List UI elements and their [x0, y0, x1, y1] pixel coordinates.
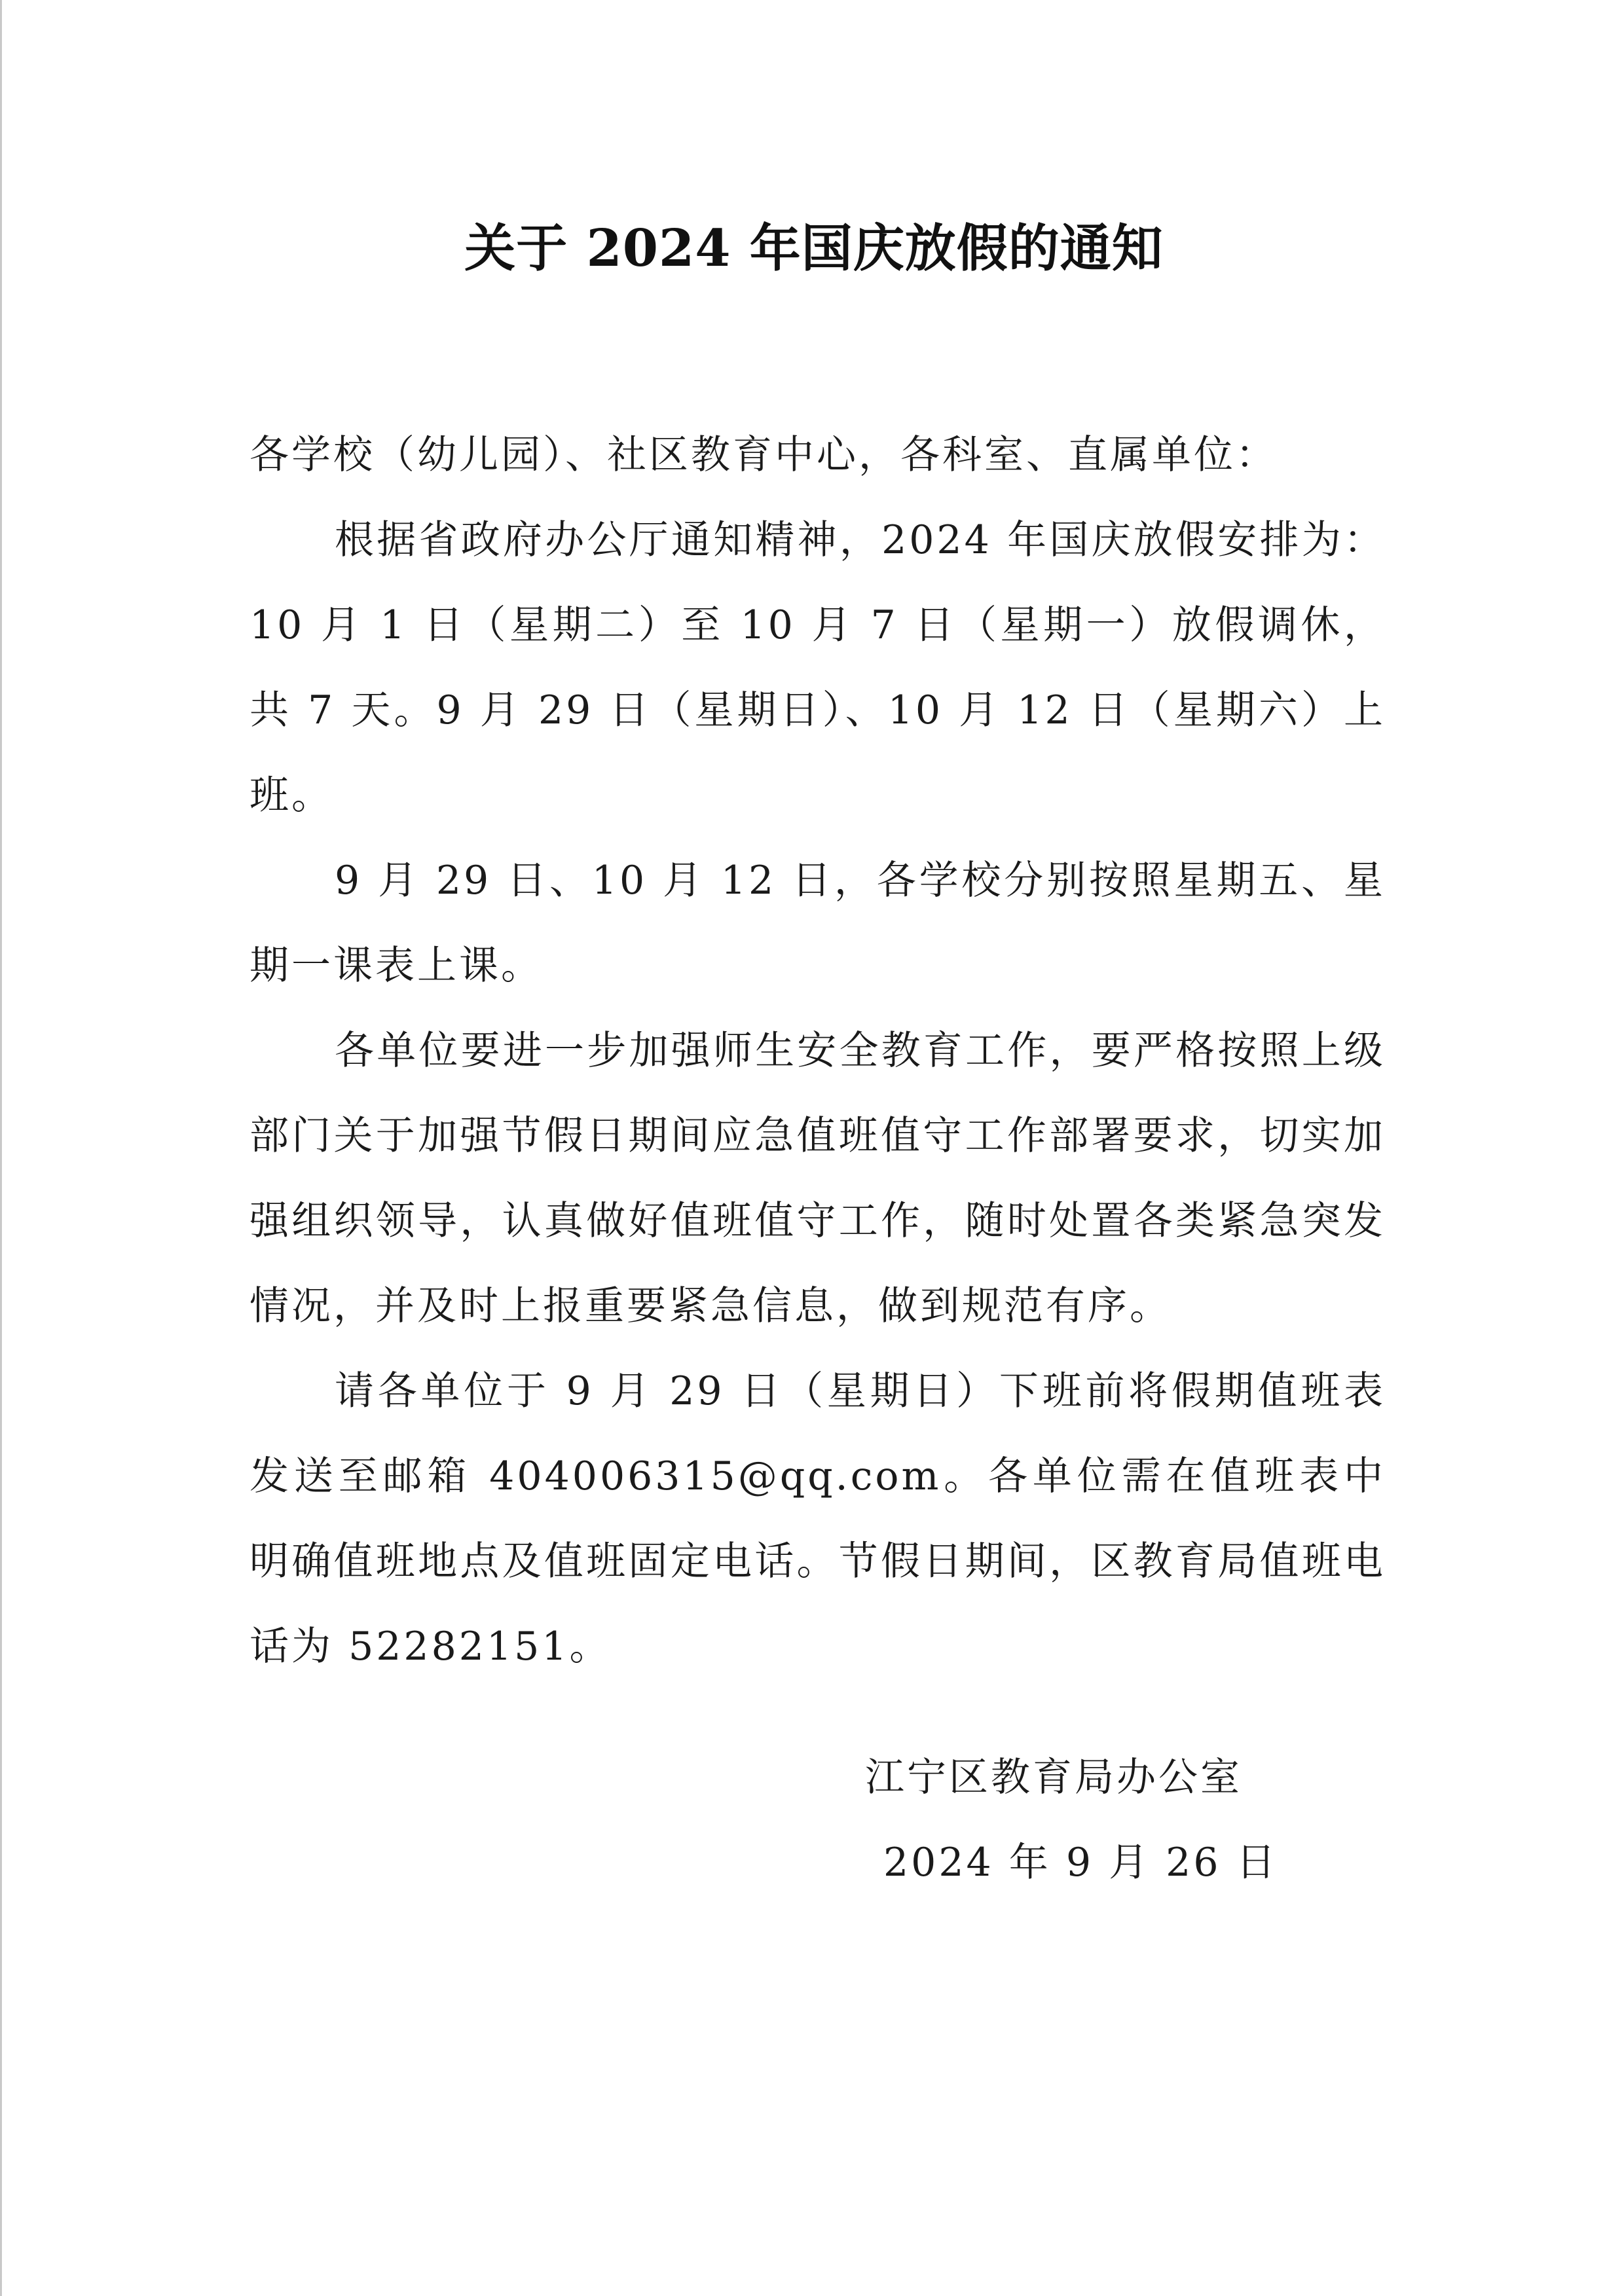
signature-organization: 江宁区教育局办公室	[865, 1755, 1242, 1800]
paragraph-holiday-schedule: 根据省政府办公厅通知精神，2024 年国庆放假安排为：10 月 1 日（星期二）至 10 月 7 日（星期一）放假调休，共 7 天。9 月 29 日（星期日）、10 月 12 日（星期六）上班。	[249, 517, 1386, 818]
document-title: 关于 2024 年国庆放假的通知	[464, 219, 1164, 278]
signature-date: 2024 年 9 月 26 日	[883, 1840, 1278, 1886]
paragraph-class-schedule: 9 月 29 日、10 月 12 日，各学校分别按照星期五、星期一课表上课。	[249, 858, 1386, 989]
paragraph-duty-roster-submission: 请各单位于 9 月 29 日（星期日）下班前将假期值班表发送至邮箱 404006315@qq.com。各单位需在值班表中明确值班地点及值班固定电话。节假日期间，区教育局值班电话为 52282151。	[249, 1368, 1386, 1669]
salutation: 各学校（幼儿园）、社区教育中心，各科室、直属单位：	[249, 432, 1278, 478]
signature-block	[865, 1735, 1278, 1905]
document-body	[249, 412, 1386, 1689]
paragraph-safety-duty: 各单位要进一步加强师生安全教育工作，要严格按照上级部门关于加强节假日期间应急值班值守工作部署要求，切实加强组织领导，认真做好值班值守工作，随时处置各类紧急突发情况，并及时上报重要紧急信息，做到规范有序。	[249, 1028, 1386, 1329]
